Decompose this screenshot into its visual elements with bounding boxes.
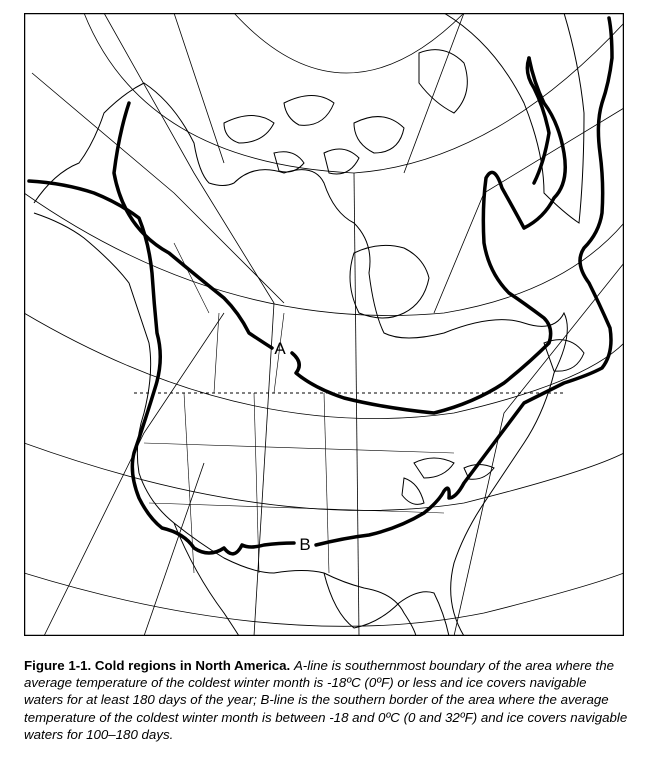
map-frame <box>24 13 624 636</box>
caption-title: Figure 1-1. Cold regions in North America. <box>24 658 291 673</box>
line-b-label: B <box>299 535 311 554</box>
line-a-label: A <box>274 339 286 358</box>
cold-regions-map <box>24 13 624 636</box>
caption-body: A-line is southernmost boundary of the area where the average temperature of the coldest winter month is -18ºC (0ºF) or less and ice covers navigable waters for at least 180 days of the year; B-line is the southern border of the area where the average temperature of the coldest winter month is between -18 and 0ºC (0 and 32ºF) and ice covers navigable waters for 100–180 days. <box>24 658 628 742</box>
figure-caption <box>24 657 628 743</box>
